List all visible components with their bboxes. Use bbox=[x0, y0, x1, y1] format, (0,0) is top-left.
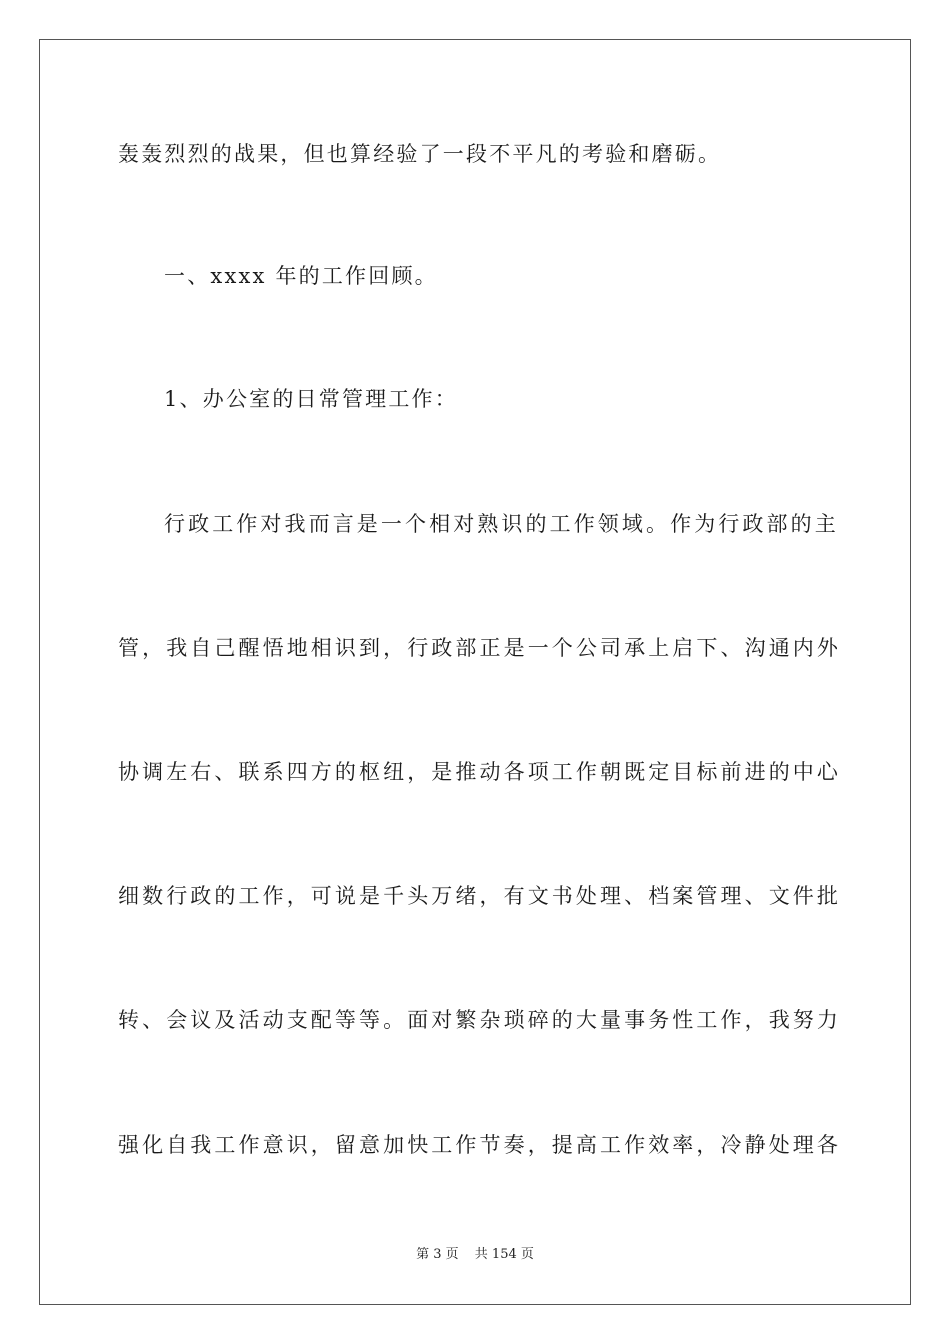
page-footer bbox=[0, 1246, 950, 1264]
page-total: 共 154 页 bbox=[474, 1247, 534, 1262]
paragraph-line-1: 轰轰烈烈的战果，但也算经验了一段不平凡的考验和磨砺。 bbox=[118, 142, 722, 166]
paragraph-line-6: 转、会议及活动支配等等。面对繁杂琐碎的大量事务性工作，我努力 bbox=[118, 1008, 841, 1032]
paragraph-line-7: 强化自我工作意识，留意加快工作节奏，提高工作效率，冷静处理各 bbox=[118, 1133, 841, 1157]
section-heading-1: 一、xxxx 年的工作回顾。 bbox=[164, 264, 438, 288]
paragraph-line-4: 协调左右、联系四方的枢纽，是推动各项工作朝既定目标前进的中心 bbox=[118, 760, 841, 784]
page-number: 第 3 页 bbox=[416, 1247, 459, 1262]
paragraph-line-5: 细数行政的工作，可说是千头万绪，有文书处理、档案管理、文件批 bbox=[118, 884, 841, 908]
page-frame bbox=[39, 39, 911, 1305]
paragraph-line-2: 行政工作对我而言是一个相对熟识的工作领域。作为行政部的主 bbox=[164, 512, 839, 536]
paragraph-line-3: 管，我自己醒悟地相识到，行政部正是一个公司承上启下、沟通内外 bbox=[118, 636, 841, 660]
subsection-heading-1: 1、办公室的日常管理工作： bbox=[164, 387, 458, 411]
